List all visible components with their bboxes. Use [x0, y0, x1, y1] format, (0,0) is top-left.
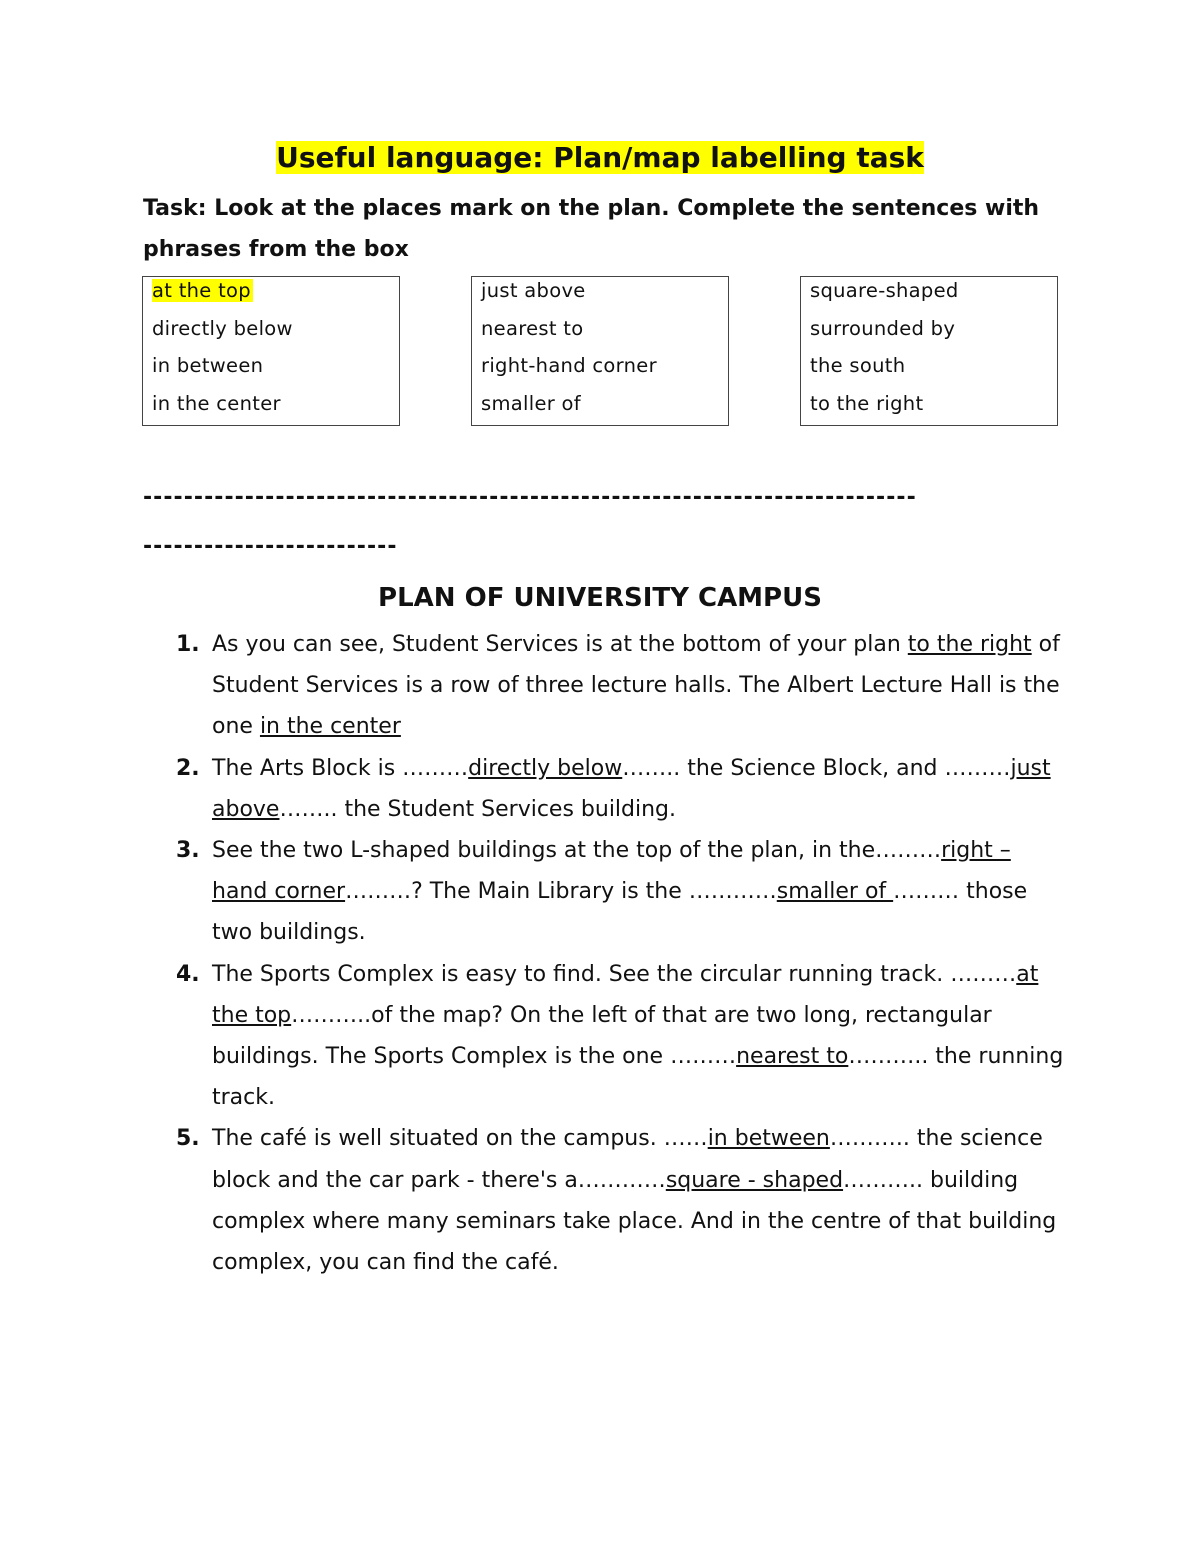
question-item: 4. The Sports Complex is easy to find. See the circular running track. ………at the top………..of the map? On the left of that are two long, rectangular buildings. The Sports Complex is the one ………nearest to……….. the running track.	[212, 954, 1072, 1119]
phrase-item: to the right	[810, 391, 924, 415]
section-title: PLAN OF UNIVERSITY CAMPUS	[378, 583, 822, 613]
answer-text: nearest to	[736, 1044, 849, 1070]
question-number: 3.	[176, 838, 200, 864]
phrase-box-2	[471, 276, 729, 426]
page-title: Useful language: Plan/map labelling task	[276, 141, 924, 174]
phrase-item: right-hand corner	[481, 354, 657, 377]
question-item: 3. See the two L-shaped buildings at the top of the plan, in the………right – hand corner………? The Main Library is the …………smaller of ……… those two buildings.	[212, 830, 1072, 954]
phrase-item: smaller of	[481, 391, 581, 415]
answer-text: right – hand corner	[212, 838, 1011, 905]
answer-text: smaller of	[776, 879, 894, 905]
phrase-item: just above	[481, 279, 586, 302]
phrase-item: directly below	[152, 316, 293, 340]
question-number: 4.	[176, 961, 200, 987]
phrase-box-3	[800, 276, 1058, 426]
answer-text: square - shaped	[665, 1167, 844, 1193]
question-item: 5. The café is well situated on the campus. ……in between……….. the science block and the car park - there's a…………square - shaped……….. building complex where many seminars take place. And in the centre of that building complex, you can find the café.	[212, 1118, 1072, 1283]
phrase-item: at the top	[152, 279, 251, 302]
phrase-item: in between	[152, 354, 264, 377]
phrase-item: surrounded by	[810, 316, 956, 340]
question-number: 1.	[176, 632, 200, 657]
phrase-item: square-shaped	[810, 279, 959, 302]
question-item: 1. As you can see, Student Services is at the bottom of your plan to the right of Student Services is a row of three lecture halls. The Albert Lecture Hall is the one in the center	[212, 624, 1072, 748]
phrase-item: nearest to	[481, 316, 584, 340]
answer-text: just above	[212, 755, 1051, 822]
separator-line: ----------------------------------------------------------------------------	[143, 485, 917, 510]
answer-text: at the top	[212, 961, 1039, 1028]
phrase-item: in the center	[152, 391, 281, 415]
answer-text: in between	[707, 1126, 830, 1152]
phrase-box-1	[142, 276, 400, 426]
question-list	[176, 624, 1072, 1283]
phrase-item: the south	[810, 354, 906, 377]
separator-line: -------------------------	[143, 534, 398, 559]
question-item: 2. The Arts Block is ………directly below…….. the Science Block, and ………just above…….. the Student Services building.	[212, 748, 1072, 830]
question-number: 2.	[176, 755, 200, 781]
question-number: 5.	[176, 1126, 200, 1152]
answer-text: to the right	[907, 632, 1032, 657]
answer-text: directly below	[468, 755, 623, 781]
task-instructions: Task: Look at the places mark on the plan. Complete the sentences with phrases from the box	[143, 196, 1040, 262]
answer-text: in the center	[259, 714, 401, 740]
